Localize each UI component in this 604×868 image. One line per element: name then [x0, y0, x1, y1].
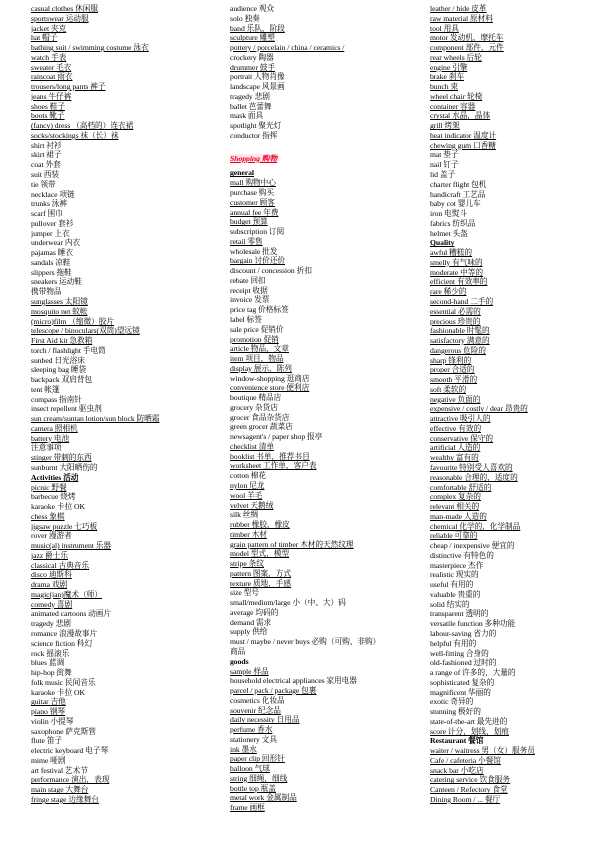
vocab-entry: label 标签 — [230, 314, 262, 324]
vocab-column-3 — [430, 4, 604, 805]
vocab-entry: rock 摇滚乐 — [31, 648, 70, 658]
vocab-entry: essential 必需的 — [430, 306, 481, 316]
vocab-entry: bottle top 瓶盖 — [230, 783, 276, 793]
section-heading: general — [230, 168, 254, 178]
vocab-entry: guitar 吉他 — [31, 697, 66, 707]
vocab-entry: well-fitting 合身的 — [430, 648, 489, 658]
vocab-entry: efficient 有效率的 — [430, 277, 488, 287]
vocab-entry: sale price 促销价 — [230, 324, 284, 334]
vocab-entry: baby cot 婴儿车 — [430, 199, 481, 209]
vocab-entry: frame 画框 — [230, 803, 265, 813]
vocab-entry: must / maybe / never buys 必购（可购、非购） — [230, 637, 381, 647]
vocab-entry: hat 帽子 — [31, 33, 58, 43]
vocab-entry: customer 顾客 — [230, 197, 275, 207]
vocab-entry: perfume 香水 — [230, 725, 273, 735]
vocab-entry: charter flight 包机 — [430, 179, 487, 189]
vocab-entry: wholesale 批发 — [230, 246, 278, 256]
vocab-entry: flute 笛子 — [31, 736, 62, 746]
vocab-entry: compass 指南针 — [31, 394, 82, 404]
vocab-entry: sample 样品 — [230, 666, 269, 676]
vocab-entry: Dining Room / ... 餐厅 — [430, 795, 501, 805]
vocab-entry: complex 复杂的 — [430, 492, 481, 502]
vocab-entry: raw material 原材料 — [430, 13, 493, 23]
vocab-entry: crystal 水晶，晶体 — [430, 111, 491, 121]
vocab-entry: sportswear 运动服 — [31, 13, 89, 23]
vocab-entry: silk 丝绸 — [230, 510, 259, 520]
vocab-entry: suit 西装 — [31, 170, 60, 180]
vocab-entry: picnic 野餐 — [31, 482, 67, 492]
vocab-entry: attractive 吸引人的 — [430, 414, 491, 424]
vocab-entry: boutique 精品店 — [230, 393, 282, 403]
vocab-entry: battery 电池 — [31, 433, 70, 443]
vocab-entry: fashionable 时髦的 — [430, 326, 490, 336]
vocab-entry: backpack 双肩背包 — [31, 375, 93, 385]
vocab-entry: jazz 爵士乐 — [31, 550, 68, 560]
vocab-entry: romance 浪漫故事片 — [31, 629, 98, 638]
vocab-entry: folk music 民间音乐 — [31, 677, 96, 687]
vocab-entry: karaoke 卡拉 OK — [31, 687, 85, 697]
vocab-entry: coat 外套 — [31, 160, 61, 170]
vocab-entry: reasonable 合理的，适度的 — [430, 472, 518, 482]
vocab-entry: mime 哑剧 — [31, 755, 66, 765]
vocab-entry: crockery 陶器 — [230, 52, 274, 62]
vocab-entry: stinger 带刺的东西 — [31, 453, 92, 463]
vocab-entry: bathing suit / swimming costume 泳衣 — [31, 43, 149, 53]
vocab-entry: grocer 食品杂货店 — [230, 412, 290, 422]
vocab-entry: skirt 裙子 — [31, 150, 62, 160]
vocab-entry: music(al) instrument 乐器 — [31, 541, 111, 551]
vocab-entry: art festival 艺术节 — [31, 765, 88, 775]
vocab-entry: (micro)film （缩微）胶片 — [31, 316, 115, 326]
vocab-entry: sunglasses 太阳镜 — [31, 296, 88, 306]
vocab-entry: sculpture 雕塑 — [230, 33, 275, 43]
vocab-column-1 — [31, 4, 227, 805]
vocab-entry: invoice 发票 — [230, 295, 270, 305]
vocab-entry: 商品 — [230, 647, 246, 656]
vocab-entry: First Aid kit 急救箱 — [31, 336, 93, 346]
vocab-entry: negative 负面的 — [430, 394, 481, 404]
vocab-entry: subscription 订阅 — [230, 227, 285, 237]
vocab-entry: comedy 喜剧 — [31, 599, 73, 609]
vocab-entry: mask 面具 — [230, 111, 264, 121]
vocab-entry: artificial 人造的 — [430, 443, 481, 453]
vocab-entry: sneakers 运动鞋 — [31, 277, 82, 287]
vocab-entry: state-of-the-art 最先进的 — [430, 716, 508, 726]
vocab-entry: spotlight 聚光灯 — [230, 121, 282, 131]
vocab-entry: piano 钢琴 — [31, 707, 65, 717]
vocab-entry: fabrics 纺织品 — [430, 218, 476, 228]
vocab-entry: stationery 文具 — [230, 734, 277, 744]
vocab-entry: 注意事项 — [31, 443, 62, 453]
vocab-entry: pattern 图案，方式 — [230, 568, 292, 578]
vocab-entry: tent 帐篷 — [31, 384, 60, 394]
section-heading: Quality — [430, 238, 455, 248]
vocab-entry: smooth 平滑的 — [430, 375, 478, 385]
vocab-entry: magnificent 华丽的 — [430, 687, 491, 697]
vocab-entry: precious 珍贵的 — [430, 316, 481, 326]
vocab-entry: timber 木材 — [230, 529, 267, 539]
vocab-entry: wool 羊毛 — [230, 490, 263, 500]
vocab-entry: solo 独奏 — [230, 13, 260, 23]
vocab-entry: iron 电熨斗 — [430, 209, 467, 219]
vocab-entry: convenience store 便利店 — [230, 383, 310, 393]
vocab-entry: green grocer 蔬菜店 — [230, 422, 293, 432]
vocab-entry: portrait 人物肖像 — [230, 72, 285, 82]
vocab-entry: underwear 内衣 — [31, 238, 81, 248]
vocab-entry: cotton 棉花 — [230, 471, 267, 481]
vocab-entry: shirt 衬衫 — [31, 140, 62, 150]
vocab-entry: small/medium/large 小（中、大）码 — [230, 598, 346, 608]
vocab-entry: pottery / porcelain / china / ceramics / — [230, 43, 345, 53]
vocab-entry: sophisticated 复杂的 — [430, 677, 495, 687]
vocab-entry: smelly 有气味的 — [430, 257, 483, 267]
vocab-entry: mat 垫子 — [430, 150, 459, 160]
vocab-entry: disco 迪斯科 — [31, 570, 72, 580]
vocab-entry: leather / hide 皮革 — [430, 4, 487, 13]
vocab-entry: newsagent's / paper shop 报亭 — [230, 432, 323, 442]
vocab-entry: barbecue 烧烤 — [31, 492, 76, 502]
vocab-entry: promotion 促销 — [230, 334, 279, 344]
vocab-entry: souvenir 纪念品 — [230, 705, 281, 715]
vocab-entry: receipt 收据 — [230, 285, 268, 295]
vocab-entry: jumper 上衣 — [31, 228, 70, 238]
vocab-entry: grill 烤架 — [430, 121, 460, 131]
vocab-entry: drummer 鼓手 — [230, 62, 275, 72]
vocab-entry: watch 手表 — [31, 52, 67, 62]
vocab-entry: useful 有用的 — [430, 580, 474, 590]
vocab-entry: sandals 凉鞋 — [31, 257, 71, 267]
vocab-entry: realistic 现实的 — [430, 570, 479, 580]
vocab-entry: landscape 风景画 — [230, 82, 285, 92]
vocab-entry: hip-hop 街舞 — [31, 668, 72, 678]
vocab-entry: blues 蓝调 — [31, 658, 65, 668]
vocab-entry: awful 糟糕的 — [430, 248, 473, 258]
vocab-entry: tragedy 悲剧 — [31, 619, 71, 629]
vocab-entry: retail 零售 — [230, 236, 263, 246]
vocab-entry: (fancy) dress （高档的）连衣裙 — [31, 121, 134, 131]
vocab-entry: container 容器 — [430, 101, 476, 111]
vocab-entry: grain pattern of timber 木材的天然纹理 — [230, 539, 354, 549]
vocab-entry: rear wheels 后轮 — [430, 52, 482, 62]
vocab-entry: grocery 杂货店 — [230, 402, 278, 412]
vocab-entry: mall 购物中心 — [230, 178, 276, 188]
vocab-entry: rebate 回扣 — [230, 275, 266, 285]
vocab-entry: science fiction 科幻 — [31, 638, 93, 648]
vocab-entry: exotic 奇异的 — [430, 697, 474, 707]
vocab-entry: soft 柔软的 — [430, 384, 467, 394]
vocab-entry: sleeping bag 睡袋 — [31, 365, 87, 375]
vocab-entry: electric keyboard 电子琴 — [31, 746, 109, 756]
vocab-entry: Canteen / Refectory 食堂 — [430, 785, 508, 795]
vocab-entry: effective 有效的 — [430, 423, 482, 433]
vocab-entry: annual fee 年费 — [230, 207, 279, 217]
vocab-entry: discount / concession 折扣 — [230, 266, 312, 276]
vocab-entry: favourite 特别受人喜欢的 — [430, 462, 513, 472]
vocab-entry: sunburnt 大阳晒伤的 — [31, 462, 98, 472]
vocab-entry: string 细绳，细线 — [230, 773, 288, 783]
vocab-entry: conservative 保守的 — [430, 433, 494, 443]
vocab-entry: animated cartoons 动画片 — [31, 609, 112, 619]
vocab-entry: tragedy 悲剧 — [230, 91, 270, 101]
vocab-entry: jeans 牛仔裤 — [31, 91, 72, 101]
vocab-entry: cheap / inexpensive 便宜的 — [430, 541, 515, 551]
vocab-entry: worksheet 工作单，客户表 — [230, 461, 317, 471]
vocab-entry: demand 需求 — [230, 617, 272, 627]
vocab-entry: saxophone 萨克斯管 — [31, 726, 96, 736]
vocab-entry: rover 漫游者 — [31, 531, 72, 541]
vocab-entry: camera 照相机 — [31, 423, 78, 433]
vocab-entry: household electrical appliances 家用电器 — [230, 676, 357, 686]
vocab-entry: insect repellent 驱虫剂 — [31, 404, 102, 414]
vocab-entry: versatile function 多种功能 — [430, 619, 516, 629]
vocab-entry: model 型式，模型 — [230, 549, 290, 559]
vocab-entry: fringe stage 边缘舞台 — [31, 795, 99, 805]
vocab-entry: drama 戏剧 — [31, 580, 68, 590]
vocab-entry: texture 质地，手感 — [230, 578, 292, 588]
vocab-entry: checklist 清单 — [230, 441, 275, 451]
vocab-entry: helpful 有用的 — [430, 638, 477, 648]
vocab-entry: helmet 头盔 — [430, 228, 468, 238]
section-heading: Restaurant 餐馆 — [430, 736, 484, 746]
vocab-entry: rubber 橡胶，橡皮 — [230, 520, 290, 530]
vocab-entry: telescope / binoculars(双筒)望远镜 — [31, 326, 140, 336]
vocab-entry: tie 领带 — [31, 179, 56, 189]
vocab-entry: pajamas 睡衣 — [31, 248, 73, 258]
vocab-entry: solid 结实的 — [430, 599, 470, 609]
vocab-entry: man-made 人造的 — [430, 511, 487, 521]
vocab-entry: balloon 气球 — [230, 764, 270, 774]
vocab-entry: waiter / waitress 男（女）服务员 — [430, 746, 535, 756]
section-heading: Activities 活动 — [31, 472, 79, 482]
section-heading: goods — [230, 656, 249, 666]
vocab-entry: cosmetics 化妆品 — [230, 695, 285, 705]
vocab-entry: sweater 毛衣 — [31, 62, 72, 72]
vocab-entry: price tag 价格标签 — [230, 305, 289, 315]
vocab-entry: handicraft 工艺品 — [430, 189, 486, 199]
vocab-entry: necklace 项链 — [31, 189, 75, 199]
vocab-entry: labour-saving 省力的 — [430, 629, 497, 638]
vocab-entry: valuable 贵重的 — [430, 589, 481, 599]
vocab-entry: audience 观众 — [230, 4, 275, 13]
vocab-entry: band 乐队，阶段 — [230, 23, 285, 33]
vocab-entry: heat indicator 温度计 — [430, 130, 497, 140]
vocab-entry: rare 稀少的 — [430, 287, 467, 297]
vocab-entry: lid 盖子 — [430, 170, 456, 180]
vocab-entry: raincoat 雨衣 — [31, 72, 73, 82]
vocab-entry: slippers 拖鞋 — [31, 267, 72, 277]
vocab-entry: mosquito net 蚊帐 — [31, 306, 88, 316]
vocab-entry: size 型号 — [230, 588, 259, 598]
vocab-entry: ballet 芭蕾舞 — [230, 101, 272, 111]
vocab-entry: dangerous 危险的 — [430, 345, 486, 355]
vocab-entry: score 计分，划线，划痕 — [430, 726, 509, 736]
vocab-entry: chemical 化学的，化学制品 — [430, 521, 521, 531]
vocab-entry: chess 象棋 — [31, 511, 65, 521]
vocab-entry: shoes 鞋子 — [31, 101, 65, 111]
vocab-entry: moderate 中等的 — [430, 267, 483, 277]
vocab-entry: magic(ian)魔术（师） — [31, 589, 102, 599]
vocab-entry: article 物品，文章 — [230, 344, 289, 354]
vocab-entry: window-shopping 逛商店 — [230, 373, 310, 383]
vocab-entry — [230, 141, 426, 151]
vocab-entry: socks/stockings 袜（长）袜 — [31, 130, 119, 140]
vocab-entry: boots 靴子 — [31, 111, 65, 121]
section-heading: Shopping 购物 — [230, 153, 278, 163]
vocab-entry: torch / flashlight 手电筒 — [31, 345, 106, 355]
vocab-entry: jigsaw puzzle 七巧板 — [31, 521, 98, 531]
vocab-entry: tool 用具 — [430, 23, 459, 33]
vocab-entry: second-hand 二手的 — [430, 296, 494, 306]
vocab-entry: karaoke 卡拉 OK — [31, 502, 85, 512]
vocab-entry: component 部件，元件 — [430, 43, 504, 53]
vocab-column-2 — [230, 4, 426, 813]
vocab-entry: trousers/long pants 裤子 — [31, 82, 106, 92]
vocab-entry: sharp 锋利的 — [430, 355, 472, 365]
vocab-entry: average 均码的 — [230, 607, 279, 617]
vocab-entry: purchase 购买 — [230, 188, 275, 198]
vocab-entry: display 展示，陈列 — [230, 363, 292, 373]
vocab-entry: jacket 夹克 — [31, 23, 67, 33]
vocab-entry: bunch 束 — [430, 82, 459, 92]
vocab-entry: paper clip 回形针 — [230, 754, 285, 764]
vocab-entry: motor 发动机，摩托车 — [430, 33, 504, 43]
vocab-entry: old-fashioned 过时的 — [430, 658, 497, 668]
vocab-entry: daily necessity 日用品 — [230, 715, 300, 725]
vocab-entry: chewing gum 口香糖 — [430, 140, 496, 150]
vocab-entry: transparent 透明的 — [430, 609, 489, 619]
vocab-entry: satisfactory 满意的 — [430, 336, 490, 346]
vocab-entry: supply 供给 — [230, 627, 268, 637]
vocab-entry: classical 古典音乐 — [31, 560, 90, 570]
vocab-entry: item 项目，物品 — [230, 354, 284, 364]
vocab-entry: wheel chair 轮椅 — [430, 91, 483, 101]
vocab-entry: pullover 套衫 — [31, 218, 74, 228]
vocab-entry: nail 钉子 — [430, 160, 459, 170]
vocab-entry: nylon 尼龙 — [230, 480, 265, 490]
vocab-entry: bargain 讨价还价 — [230, 256, 285, 266]
vocab-entry: velvet 天鹅绒 — [230, 500, 274, 510]
vocab-entry: a range of 许多的，大量的 — [430, 668, 516, 678]
vocab-entry: budget 预算 — [230, 217, 268, 227]
vocab-entry: engine 引擎 — [430, 62, 468, 72]
vocab-entry: reliable 可靠的 — [430, 531, 478, 541]
vocab-entry: performance 演出，表现 — [31, 775, 110, 785]
vocab-entry: metal work 金属制品 — [230, 793, 297, 803]
vocab-entry: snack bar 小吃店 — [430, 765, 484, 775]
vocab-entry: scarf 围巾 — [31, 209, 63, 219]
vocab-entry: sunbed 日光浴床 — [31, 355, 85, 365]
vocab-entry: proper 合适的 — [430, 365, 475, 375]
vocab-entry: brake 刹车 — [430, 72, 464, 82]
vocab-entry: relevant 相关的 — [430, 502, 480, 512]
vocab-entry: violin 小提琴 — [31, 716, 74, 726]
vocab-entry: stripe 条纹 — [230, 559, 264, 569]
vocab-entry: distinctive 有特色的 — [430, 550, 494, 560]
vocab-entry: 携带物品 — [31, 287, 62, 297]
vocab-entry: trunks 泳裤 — [31, 199, 68, 209]
vocab-entry: parcel / pack / package 包裹 — [230, 686, 317, 696]
vocab-entry: sun cream/suntan lotion/sun block 防晒霜 — [31, 414, 160, 424]
vocab-entry: comfortable 舒适的 — [430, 482, 492, 492]
vocab-entry: masterpiece 杰作 — [430, 560, 484, 570]
vocab-entry: casual clothes 休闲服 — [31, 4, 98, 13]
vocab-entry: catering service 饮食服务 — [430, 775, 511, 785]
vocab-entry: stunning 极好的 — [430, 707, 481, 717]
vocab-entry: Cafe / cafeteria 小餐馆 — [430, 755, 501, 765]
vocab-entry: main stage 大舞台 — [31, 785, 89, 795]
vocab-entry: booklist 书单，推荐书目 — [230, 451, 310, 461]
vocab-entry: ink 墨水 — [230, 744, 257, 754]
vocab-entry: conductor 指挥 — [230, 130, 278, 140]
vocab-entry: expensive / costly / dear 昂贵的 — [430, 404, 528, 414]
vocab-entry: wealthy 富有的 — [430, 453, 479, 463]
